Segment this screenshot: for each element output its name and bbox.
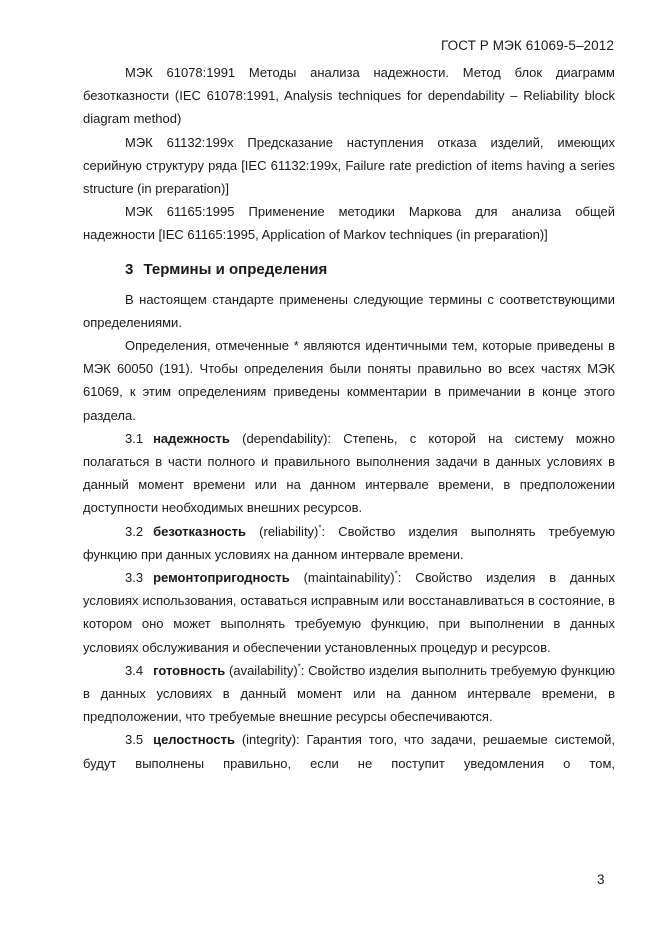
section-number: 3 xyxy=(125,260,134,278)
term-name: ремонтопригодность xyxy=(153,570,290,586)
term-text: : Свойство изделия выполнять требуемую функцию при данных условиях на данном интервале времени. xyxy=(83,523,615,562)
term-name: надежность xyxy=(153,430,230,446)
term-name: готовность xyxy=(153,662,226,678)
term-definition xyxy=(83,566,615,659)
document-body xyxy=(83,61,615,775)
term-definition xyxy=(83,659,615,729)
term-number: 3.3 xyxy=(125,570,144,586)
term-star: * xyxy=(318,523,322,533)
page-number: 3 xyxy=(597,872,605,887)
intro-paragraph-2: Определения, отмеченные * являются идентичными тем, которые приведены в МЭК 60050 (191). Чтобы определения были поняты правильно во всех частях МЭК 61069, к этим определениям приведены комментарии в примечании в конце этого раздела. xyxy=(83,338,615,423)
page-header: ГОСТ Р МЭК 61069-5–2012 xyxy=(440,38,614,53)
term-definition xyxy=(83,520,615,566)
reference-61078: МЭК 61078:1991 Методы анализа надежности. Метод блок диаграмм безотказности (IEC 61078:1991, Analysis techniques for dependability – Reliability block diagram method) xyxy=(83,65,615,127)
term-english: (reliability) xyxy=(259,523,319,539)
term-text: : Свойство изделия в данных условиях использования, оставаться исправным или восстанавливаться в состояние, в котором оно может выполнять требуемую функцию, при выполнении в данных условиях обслуживания и обеспечении установленных процедур и ресурсов. xyxy=(83,570,615,655)
intro-paragraph-1: В настоящем стандарте применены следующие термины с соответствующими определениями. xyxy=(83,291,615,330)
section-heading xyxy=(83,258,615,282)
term-english: (integrity) xyxy=(241,732,297,748)
term-name: безотказность xyxy=(153,523,247,539)
term-name: целостность xyxy=(153,732,235,748)
term-star: * xyxy=(394,569,398,579)
term-star: * xyxy=(297,662,301,672)
term-definition xyxy=(83,427,615,520)
term-text: : Степень, с которой на систему можно полагаться в части полного и правильного выполнения задачи в данных условиях в данный момент времени или на данном интервале времени, в предположении доступности необходимых внешних ресурсов. xyxy=(83,430,615,516)
term-number: 3.5 xyxy=(125,732,144,748)
term-number: 3.1 xyxy=(125,430,144,446)
term-english: (availability) xyxy=(229,662,298,678)
term-definition xyxy=(83,728,615,774)
term-number: 3.4 xyxy=(125,662,144,678)
term-text: : Свойство изделия выполнить требуемую функцию в данных условиях в данный момент или на данном интервале времени, в предположении, что требуемые внешние ресурсы обеспечиваются. xyxy=(83,662,615,725)
term-number: 3.2 xyxy=(125,523,144,539)
reference-61165: МЭК 61165:1995 Применение методики Маркова для анализа общей надежности [IEC 61165:1995, Application of Markov techniques (in preparation)] xyxy=(83,204,615,243)
reference-61132: МЭК 61132:199x Предсказание наступления отказа изделий, имеющих серийную структуру ряда [IEC 61132:199x, Failure rate prediction of items having a series structure (in preparation)] xyxy=(83,134,615,197)
term-english: (maintainability) xyxy=(303,570,395,586)
term-english: (dependability) xyxy=(242,430,328,446)
term-text: : Гарантия того, что задачи, решаемые системой, будут выполнены правильно, если не поступит уведомления о том, xyxy=(83,732,615,771)
section-title: Термины и определения xyxy=(143,260,328,278)
